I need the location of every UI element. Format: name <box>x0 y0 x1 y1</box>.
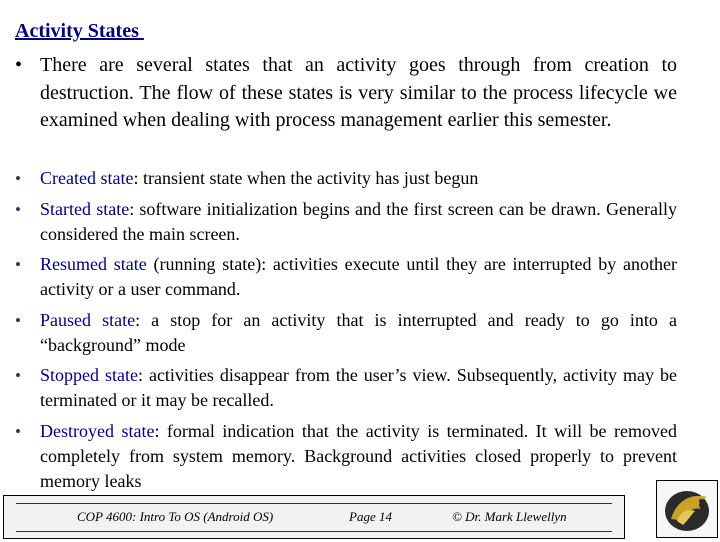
state-description: : software initialization begins and the first screen can be drawn. Generally considered the main screen. <box>40 198 677 244</box>
list-item <box>15 363 677 413</box>
logo-frame <box>656 480 718 538</box>
list-item <box>15 308 677 358</box>
bullet-icon: • <box>15 199 21 219</box>
activity-state-list <box>15 166 677 499</box>
state-description: : transient state when the activity has just begun <box>133 168 479 188</box>
ucf-pegasus-logo-icon <box>657 481 717 537</box>
state-term: Created state <box>40 168 134 188</box>
state-term: Started state <box>40 198 130 219</box>
footer-bar <box>3 495 625 539</box>
bullet-icon: • <box>15 421 21 441</box>
bullet-icon: • <box>15 366 21 385</box>
bullet-icon: • <box>15 310 21 330</box>
list-item <box>15 419 677 494</box>
state-term: Paused state <box>40 309 136 330</box>
list-item <box>15 197 677 247</box>
list-item <box>15 166 677 191</box>
state-term: Destroyed state <box>40 420 155 441</box>
state-term: Resumed state <box>40 254 147 274</box>
lead-bullet-item <box>15 52 677 135</box>
footer-divider <box>16 531 612 532</box>
footer-course: COP 4600: Intro To OS (Android OS) <box>77 509 274 524</box>
list-item <box>15 252 677 302</box>
state-term: Stopped state <box>40 365 138 385</box>
lead-paragraph: There are several states that an activity goes through from creation to destruction. The flow of these states is very similar to the process lifecycle we examined when dealing with process management earlier this semester. <box>40 54 677 131</box>
state-description: : activities disappear from the user’s view. Subsequently, activity may be terminated or it may be recalled. <box>40 365 677 410</box>
bullet-icon: • <box>15 169 21 188</box>
bullet-icon: • <box>15 54 23 76</box>
slide-title: Activity States <box>15 20 144 42</box>
footer-page-number: Page 14 <box>349 509 392 524</box>
state-description: : formal indication that the activity is terminated. It will be removed completely from system memory. Background activities closed properly to prevent memory leaks <box>40 420 677 491</box>
state-description: (running state): activities execute until they are interrupted by another activity or a user command. <box>40 254 677 299</box>
footer-divider <box>16 503 612 504</box>
footer-author: © Dr. Mark Llewellyn <box>452 509 567 524</box>
bullet-icon: • <box>15 255 21 274</box>
state-description: : a stop for an activity that is interrupted and ready to go into a “background” mode <box>40 309 677 355</box>
